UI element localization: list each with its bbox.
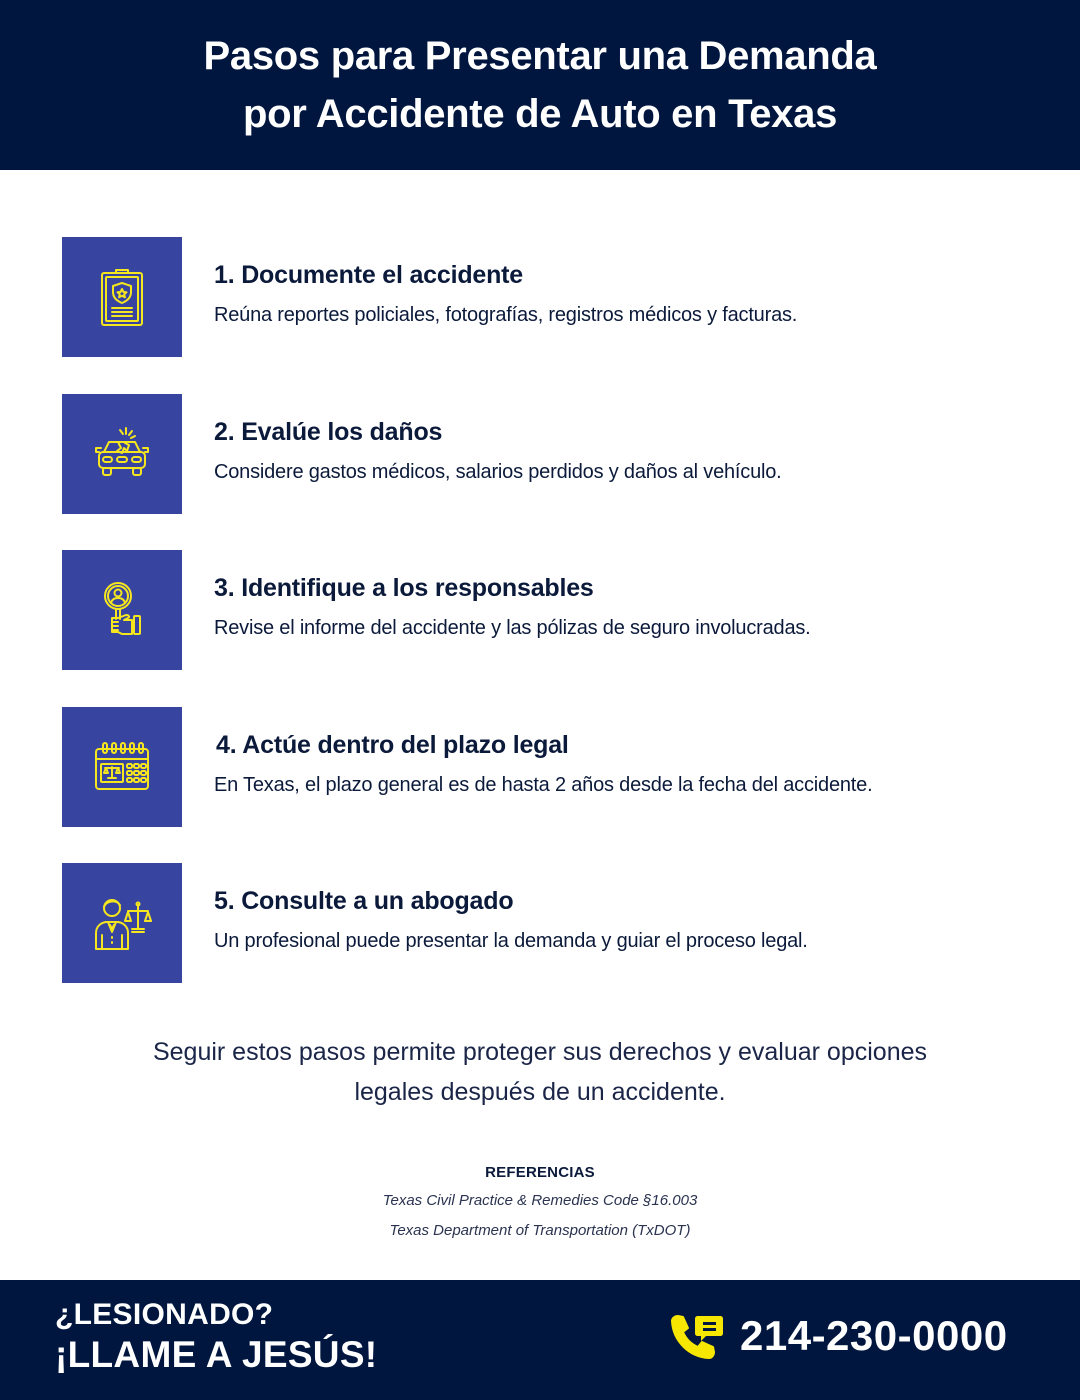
step-3	[62, 550, 1022, 670]
phone-number-link[interactable]: 214-230-0000	[740, 1312, 1008, 1359]
references-section	[0, 1160, 1080, 1246]
step-5	[62, 863, 1022, 983]
step-4-title: 4. Actúe dentro del plazo legal	[216, 731, 569, 759]
step-1-description: Reúna reportes policiales, fotografías, registros médicos y facturas.	[214, 304, 798, 326]
step-1	[62, 237, 1022, 357]
reference-item: Texas Department of Transportation (TxDOT)	[389, 1222, 691, 1239]
step-2-description: Considere gastos médicos, salarios perdidos y daños al vehículo.	[214, 461, 782, 483]
header-banner	[0, 0, 1080, 170]
step-5-description: Un profesional puede presentar la demanda y guiar el proceso legal.	[214, 930, 808, 952]
step-2	[62, 394, 1022, 514]
page-title	[204, 27, 877, 143]
step-5-icon-box	[62, 863, 182, 983]
step-3-icon-box	[62, 550, 182, 670]
step-4-description: En Texas, el plazo general es de hasta 2 años desde la fecha del accidente.	[214, 774, 873, 796]
step-2-icon-box	[62, 394, 182, 514]
step-1-title: 1. Documente el accidente	[214, 261, 524, 289]
step-4-icon-box	[62, 707, 182, 827]
title-line-1: Pasos para Presentar una Demanda	[203, 34, 877, 78]
summary-line-1: Seguir estos pasos permite proteger sus derechos y evaluar opciones	[152, 1038, 928, 1066]
step-3-description: Revise el informe del accidente y las pólizas de seguro involucradas.	[214, 617, 811, 639]
step-3-title: 3. Identifique a los responsables	[214, 574, 594, 602]
calendar-scales-icon	[90, 735, 154, 799]
police-report-clipboard-icon	[90, 265, 154, 329]
phone-chat-icon[interactable]	[668, 1313, 724, 1365]
title-line-2: por Accidente de Auto en Texas	[242, 92, 838, 136]
references-heading: REFERENCIAS	[485, 1164, 595, 1181]
lawyer-scales-icon	[90, 891, 154, 955]
reference-item: Texas Civil Practice & Remedies Code §16.003	[382, 1192, 698, 1209]
step-4	[62, 707, 1022, 827]
summary-line-2: legales después de un accidente.	[354, 1078, 726, 1106]
footer-cta	[0, 1280, 1080, 1400]
car-crash-icon	[90, 422, 154, 486]
step-5-title: 5. Consulte a un abogado	[214, 887, 514, 915]
footer-tagline-call: ¡LLAME A JESÚS!	[55, 1334, 378, 1375]
step-1-icon-box	[62, 237, 182, 357]
footer-tagline-injured: ¿LESIONADO?	[55, 1298, 274, 1331]
step-2-title: 2. Evalúe los daños	[214, 418, 443, 446]
magnifier-person-hand-icon	[90, 578, 154, 642]
summary-text	[60, 1032, 1020, 1112]
